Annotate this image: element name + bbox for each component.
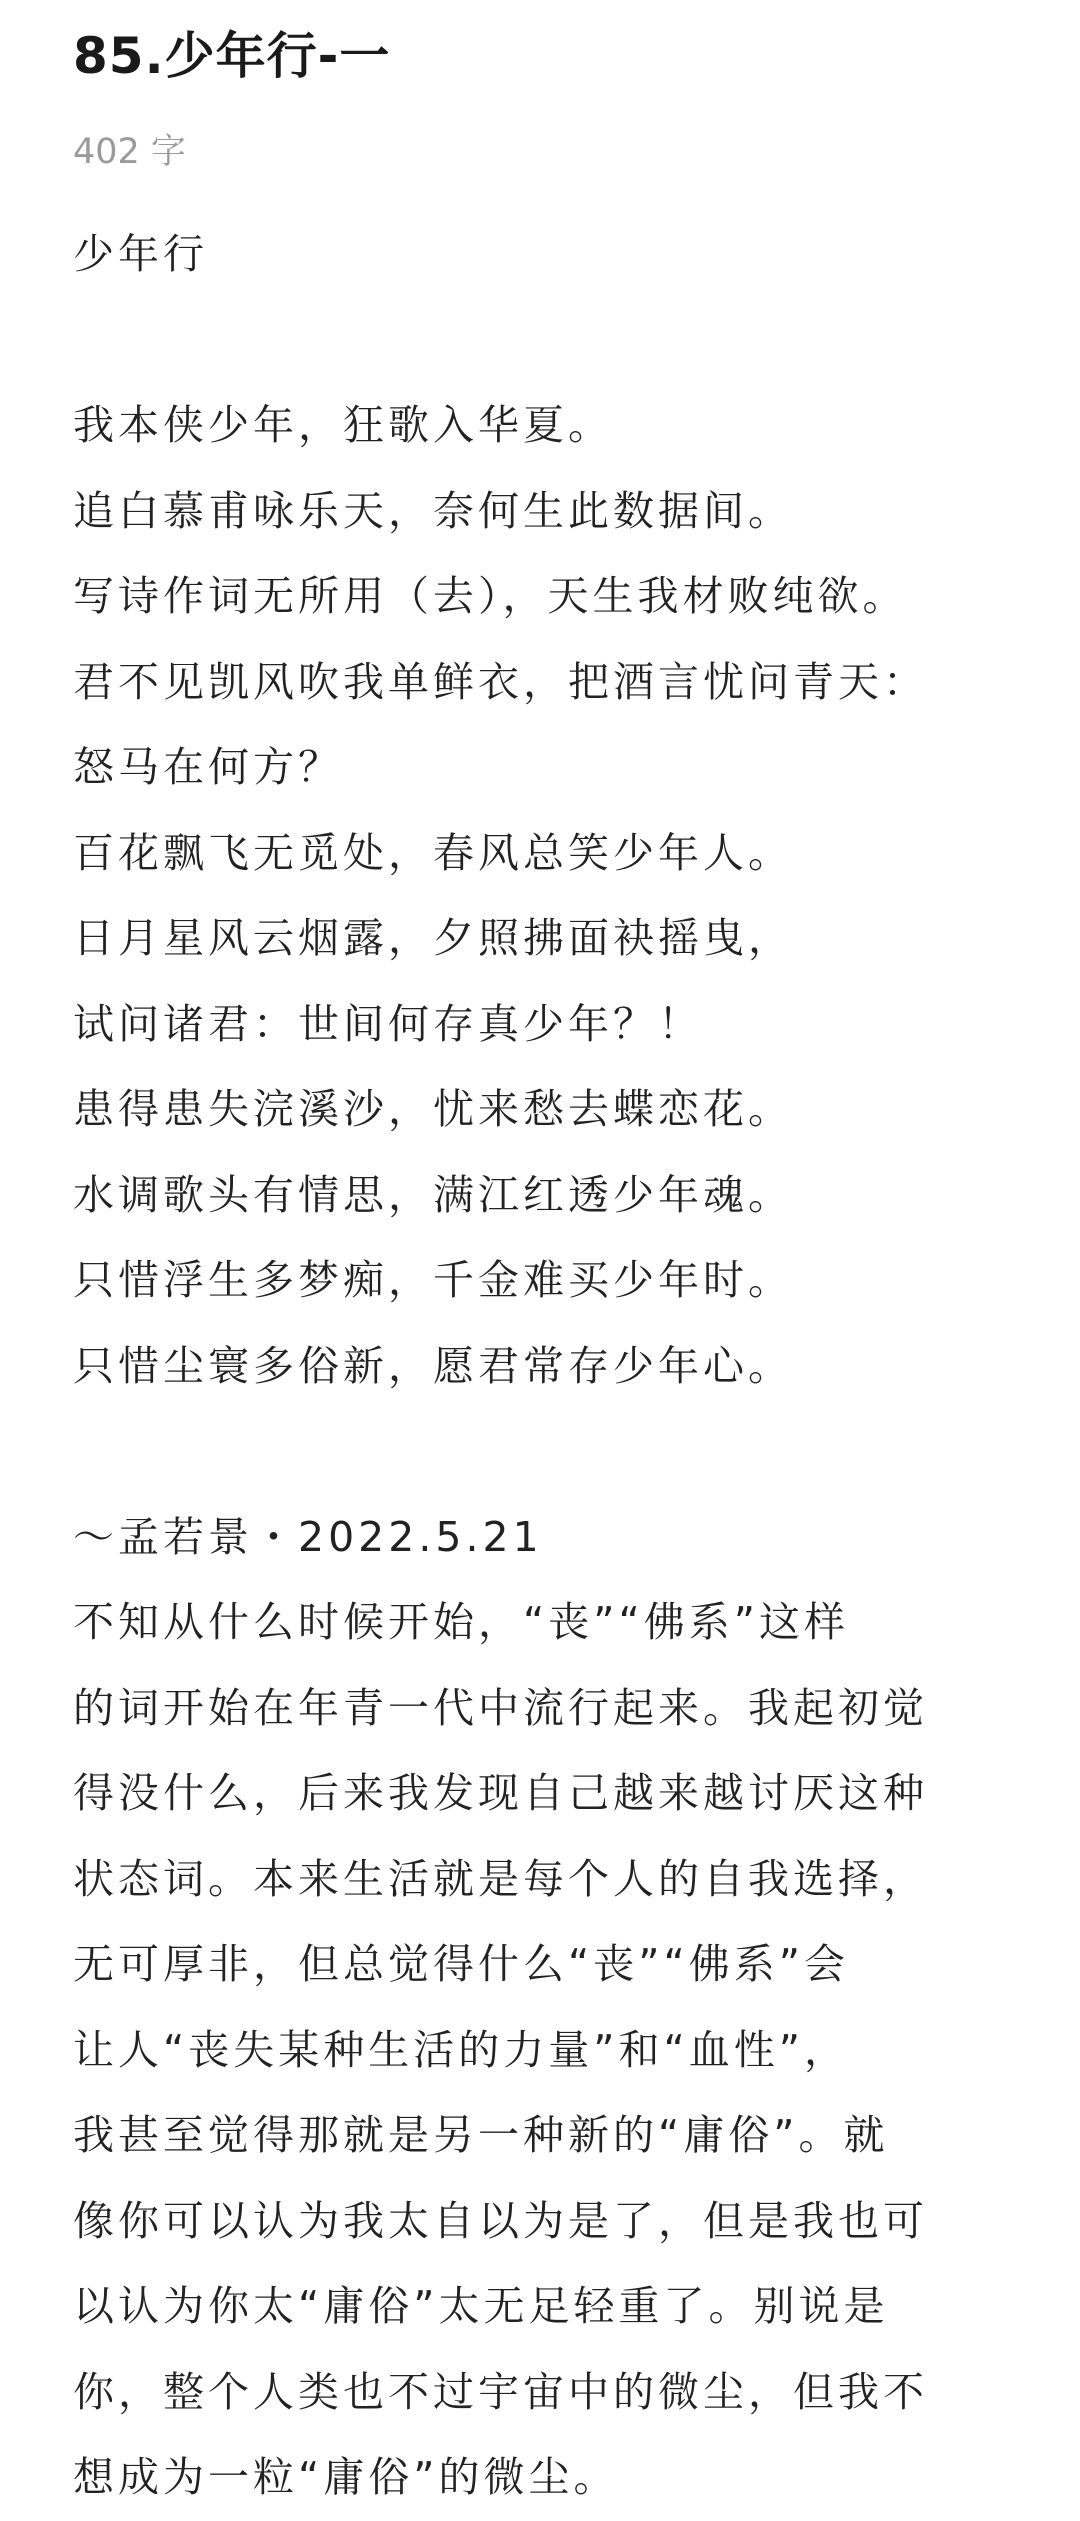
text-line: 无可厚非，但总觉得什么“丧”“佛系”会 (73, 1940, 849, 1988)
text-line: 的词开始在年青一代中流行起来。我起初觉 (73, 1683, 928, 1732)
text-line: 写诗作词无所用（去），天生我材败纯欲。 (73, 572, 908, 620)
text-line: 我甚至觉得那就是另一种新的“庸俗”。就 (73, 2111, 889, 2159)
text-line: 追白慕甫咏乐天，奈何生此数据间。 (73, 486, 793, 535)
text-line: 少年行 (73, 230, 208, 278)
text-line: ～孟若景・2022.5.21 (73, 1512, 543, 1561)
text-line: 不知从什么时候开始，“丧”“佛系”这样 (73, 1598, 849, 1646)
text-line: 得没什么，后来我发现自己越来越讨厌这种 (73, 1769, 928, 1817)
text-line: 日月星风云烟露，夕照拂面袂摇曳， (73, 914, 793, 962)
text-line: 我本侠少年，狂歌入华夏。 (73, 401, 613, 449)
word-count: 402 字 (73, 132, 186, 172)
text-line: 试问诸君：世间何存真少年？！ (73, 999, 703, 1048)
text-line: 想成为一粒“庸俗”的微尘。 (73, 2453, 619, 2501)
text-line: 怒马在何方？ (73, 743, 343, 791)
text-line: 百花飘飞无觅处，春风总笑少年人。 (73, 828, 793, 877)
article-title: 85.少年行-一 (73, 27, 391, 85)
text-line: 君不见凯风吹我单鲜衣，把酒言忧问青天： (73, 657, 928, 706)
article-body (73, 212, 928, 2521)
text-line: 以认为你太“庸俗”太无足轻重了。别说是 (73, 2282, 889, 2330)
text-line: 患得患失浣溪沙，忧来愁去蝶恋花。 (73, 1085, 793, 1133)
text-line: 像你可以认为我太自以为是了，但是我也可 (73, 2196, 928, 2245)
text-line: 只惜浮生多梦痴，千金难买少年时。 (73, 1256, 793, 1304)
text-line: 你，整个人类也不过宇宙中的微尘，但我不 (73, 2367, 928, 2416)
text-line: 让人“丧失某种生活的力量”和“血性”， (73, 2025, 849, 2074)
text-line: 水调歌头有情思，满江红透少年魂。 (73, 1170, 793, 1219)
text-line: 只惜尘寰多俗新，愿君常存少年心。 (73, 1341, 793, 1390)
text-line: 状态词。本来生活就是每个人的自我选择， (73, 1854, 928, 1903)
blank-line (73, 298, 928, 384)
blank-line (73, 1409, 928, 1495)
